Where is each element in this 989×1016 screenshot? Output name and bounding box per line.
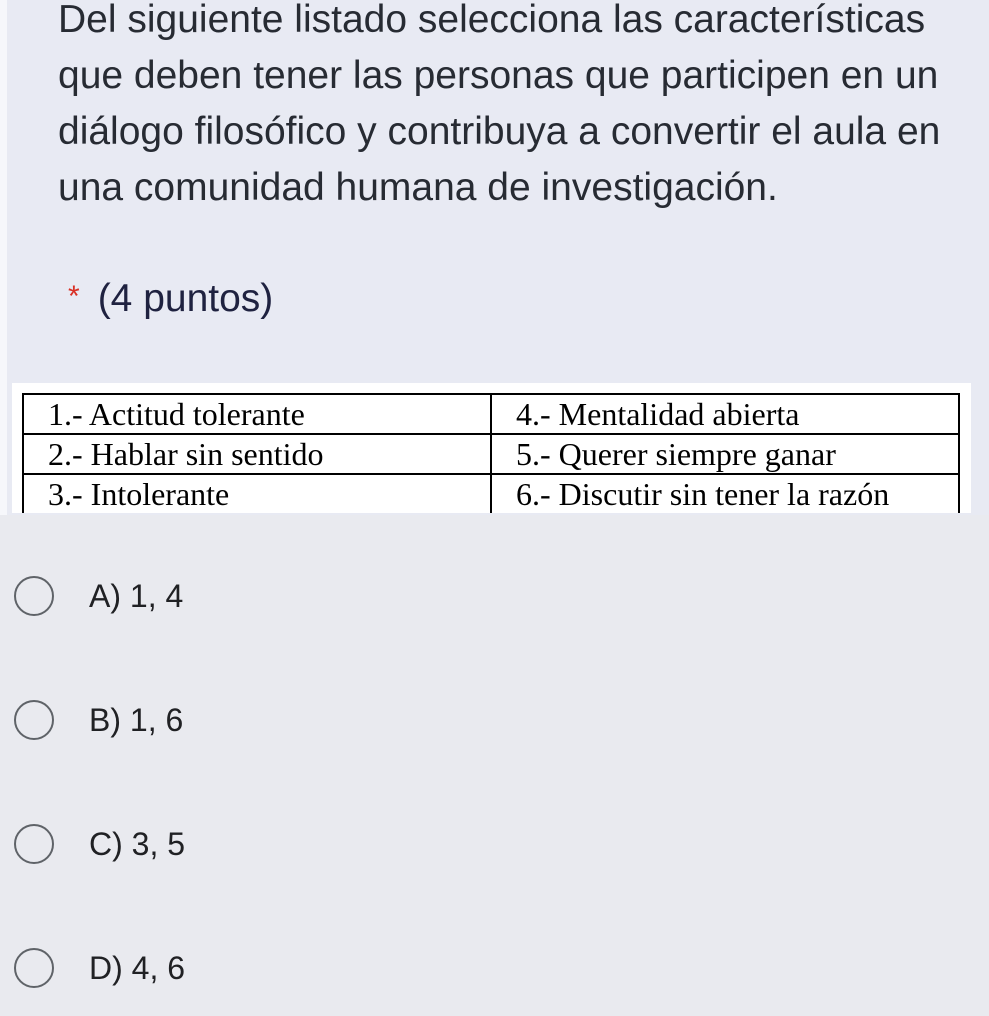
table-cell: 6.- Discutir sin tener la razón <box>491 474 959 513</box>
required-marker: * <box>68 280 80 313</box>
table-cell: 3.- Intolerante <box>23 474 491 513</box>
panel-edge <box>0 0 7 515</box>
radio-button-icon[interactable] <box>14 700 54 740</box>
radio-button-icon[interactable] <box>14 948 54 988</box>
question-text: Del siguiente listado selecciona las características que deben tener las personas que participen en un diálogo filosófico y contribuya a convertir el aula en una comunidad humana de investigación. <box>58 0 941 209</box>
question-points-row <box>68 274 273 324</box>
option-label: A) 1, 4 <box>89 577 184 614</box>
table-row <box>23 434 959 474</box>
option-a[interactable] <box>14 566 183 626</box>
table-cell: 5.- Querer siempre ganar <box>491 434 959 474</box>
characteristics-table <box>22 393 960 513</box>
radio-button-icon[interactable] <box>14 824 54 864</box>
table-row <box>23 474 959 513</box>
table-cell: 4.- Mentalidad abierta <box>491 394 959 434</box>
table-cell: 1.- Actitud tolerante <box>23 394 491 434</box>
option-label: D) 4, 6 <box>89 949 186 986</box>
table-row <box>23 394 959 434</box>
option-b[interactable] <box>14 690 183 750</box>
characteristics-table-image <box>12 383 971 513</box>
option-label: C) 3, 5 <box>89 825 186 862</box>
points-label: (4 puntos) <box>97 277 274 320</box>
option-c[interactable] <box>14 814 185 874</box>
option-label: B) 1, 6 <box>89 701 184 738</box>
radio-button-icon[interactable] <box>14 576 54 616</box>
table-cell: 2.- Hablar sin sentido <box>23 434 491 474</box>
option-d[interactable] <box>14 938 185 998</box>
